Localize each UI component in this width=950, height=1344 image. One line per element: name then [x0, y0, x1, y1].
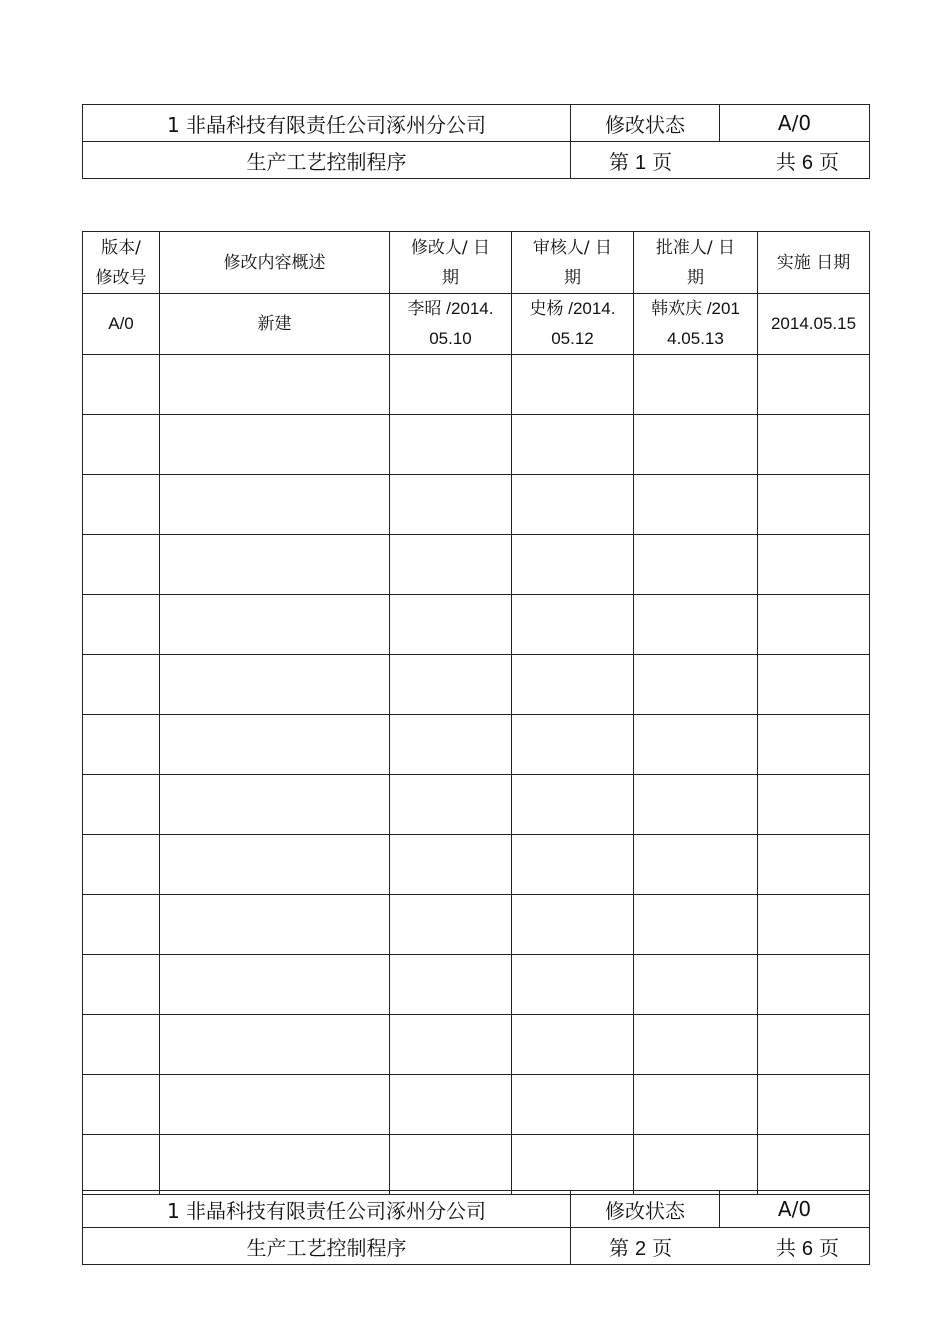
revision-history-table: [82, 231, 870, 1195]
table-header-row: [83, 232, 870, 294]
empty-table-row: [83, 415, 870, 475]
table-cell: [160, 415, 390, 475]
column-header: [758, 232, 870, 294]
table-cell: [83, 355, 160, 415]
empty-table-row: [83, 835, 870, 895]
table-cell: [512, 955, 634, 1015]
table-cell: [512, 835, 634, 895]
column-header-line: 修改号: [95, 267, 147, 288]
table-cell: [83, 595, 160, 655]
company-name: 1 非晶科技有限责任公司涿州分公司: [83, 1191, 571, 1228]
table-cell: [160, 775, 390, 835]
table-cell: [390, 475, 512, 535]
table-cell: [160, 1135, 390, 1195]
table-cell: [634, 355, 758, 415]
table-cell: [390, 595, 512, 655]
table-cell: [390, 355, 512, 415]
total-pages-text: 共 6 页: [775, 1235, 839, 1260]
table-cell: [634, 1075, 758, 1135]
table-cell: [83, 655, 160, 715]
table-cell: [390, 535, 512, 595]
cell-line: 4.05.13: [667, 329, 724, 348]
empty-table-row: [83, 475, 870, 535]
table-cell: [160, 955, 390, 1015]
page-number-text: 第 2 页: [609, 1235, 673, 1260]
table-cell: [83, 1075, 160, 1135]
table-cell: [634, 955, 758, 1015]
empty-table-row: [83, 595, 870, 655]
table-cell: [758, 535, 870, 595]
table-cell: [83, 294, 160, 355]
table-cell: [758, 715, 870, 775]
empty-table-row: [83, 715, 870, 775]
table-cell: [634, 535, 758, 595]
column-header-line: 批准人/ 日: [655, 237, 736, 258]
empty-table-row: [83, 1135, 870, 1195]
table-cell: [758, 1075, 870, 1135]
table-cell: [634, 415, 758, 475]
table-cell: [634, 835, 758, 895]
table-cell: [160, 655, 390, 715]
column-header-line: 版本/: [101, 237, 141, 258]
column-header: [390, 232, 512, 294]
table-cell: [512, 1135, 634, 1195]
table-row: [83, 294, 870, 355]
column-header: [634, 232, 758, 294]
document-footer-header: [82, 1190, 870, 1265]
table-cell: [512, 1075, 634, 1135]
table-cell: [83, 535, 160, 595]
empty-table-row: [83, 1015, 870, 1075]
column-header-line: 修改人/ 日: [410, 237, 491, 258]
table-cell: [83, 775, 160, 835]
table-cell: [160, 294, 390, 355]
table-cell: [758, 294, 870, 355]
table-cell: [390, 895, 512, 955]
table-cell: [634, 1135, 758, 1195]
table-cell: [83, 955, 160, 1015]
table-cell: [390, 1015, 512, 1075]
column-header-line: 期: [687, 267, 704, 288]
total-pages-text: 共 6 页: [775, 149, 839, 174]
empty-table-row: [83, 895, 870, 955]
empty-table-row: [83, 655, 870, 715]
table-cell: [512, 715, 634, 775]
column-header-line: 修改内容概述: [223, 252, 326, 273]
column-header-line: 审核人/ 日: [532, 237, 613, 258]
revision-status-label: 修改状态: [571, 105, 720, 142]
table-cell: [758, 1015, 870, 1075]
table-cell: [83, 415, 160, 475]
table-cell: [634, 595, 758, 655]
page-number-text: 第 1 页: [609, 149, 673, 174]
table-cell: [758, 1135, 870, 1195]
table-cell: [634, 1015, 758, 1075]
table-cell: [83, 475, 160, 535]
cell-line: 史杨 /2014.: [529, 299, 616, 318]
table-cell: [758, 475, 870, 535]
table-cell: [758, 595, 870, 655]
empty-table-row: [83, 775, 870, 835]
table-cell: [390, 715, 512, 775]
cell-line: 新建: [257, 314, 292, 333]
table-cell: [758, 655, 870, 715]
table-cell: [160, 1015, 390, 1075]
table-cell: [512, 535, 634, 595]
column-header-line: 实施 日期: [776, 252, 851, 273]
column-header: [83, 232, 160, 294]
table-cell: [390, 294, 512, 355]
table-cell: [512, 294, 634, 355]
table-cell: [160, 355, 390, 415]
cell-line: 05.10: [429, 329, 472, 348]
table-cell: [83, 1015, 160, 1075]
table-cell: [83, 1135, 160, 1195]
column-header: [512, 232, 634, 294]
table-cell: [758, 895, 870, 955]
revision-status-label: 修改状态: [571, 1191, 720, 1228]
revision-status-value: A/0: [720, 105, 870, 142]
table-cell: [758, 775, 870, 835]
table-cell: [512, 1015, 634, 1075]
table-cell: [758, 355, 870, 415]
table-cell: [512, 895, 634, 955]
cell-line: 05.12: [551, 329, 594, 348]
cell-line: 李昭 /2014.: [407, 299, 494, 318]
table-cell: [512, 655, 634, 715]
table-cell: [634, 655, 758, 715]
page-info: [571, 142, 870, 179]
table-cell: [160, 1075, 390, 1135]
table-cell: [83, 835, 160, 895]
table-cell: [390, 415, 512, 475]
column-header: [160, 232, 390, 294]
table-cell: [512, 475, 634, 535]
table-cell: [390, 835, 512, 895]
revision-status-value: A/0: [720, 1191, 870, 1228]
table-cell: [758, 955, 870, 1015]
document-header: [82, 104, 870, 179]
empty-table-row: [83, 955, 870, 1015]
table-cell: [512, 595, 634, 655]
table-cell: [160, 595, 390, 655]
empty-table-row: [83, 1075, 870, 1135]
table-cell: [634, 715, 758, 775]
column-header-line: 期: [564, 267, 581, 288]
table-cell: [634, 475, 758, 535]
table-cell: [512, 355, 634, 415]
cell-line: 2014.05.15: [770, 314, 857, 333]
table-cell: [512, 775, 634, 835]
table-cell: [83, 715, 160, 775]
table-cell: [758, 835, 870, 895]
company-name: 1 非晶科技有限责任公司涿州分公司: [83, 105, 571, 142]
cell-line: A/0: [108, 314, 134, 333]
table-cell: [512, 415, 634, 475]
table-cell: [634, 775, 758, 835]
column-header-line: 期: [442, 267, 459, 288]
table-cell: [83, 895, 160, 955]
page-info: [571, 1228, 870, 1265]
empty-table-row: [83, 355, 870, 415]
table-cell: [160, 715, 390, 775]
table-cell: [390, 1075, 512, 1135]
table-cell: [160, 835, 390, 895]
table-cell: [160, 475, 390, 535]
table-cell: [160, 535, 390, 595]
table-cell: [390, 655, 512, 715]
table-cell: [390, 775, 512, 835]
document-title: 生产工艺控制程序: [83, 142, 571, 179]
document-title: 生产工艺控制程序: [83, 1228, 571, 1265]
table-cell: [390, 1135, 512, 1195]
cell-line: 韩欢庆 /201: [651, 299, 740, 318]
table-cell: [160, 895, 390, 955]
empty-table-row: [83, 535, 870, 595]
table-cell: [634, 294, 758, 355]
table-cell: [634, 895, 758, 955]
table-cell: [758, 415, 870, 475]
table-cell: [390, 955, 512, 1015]
